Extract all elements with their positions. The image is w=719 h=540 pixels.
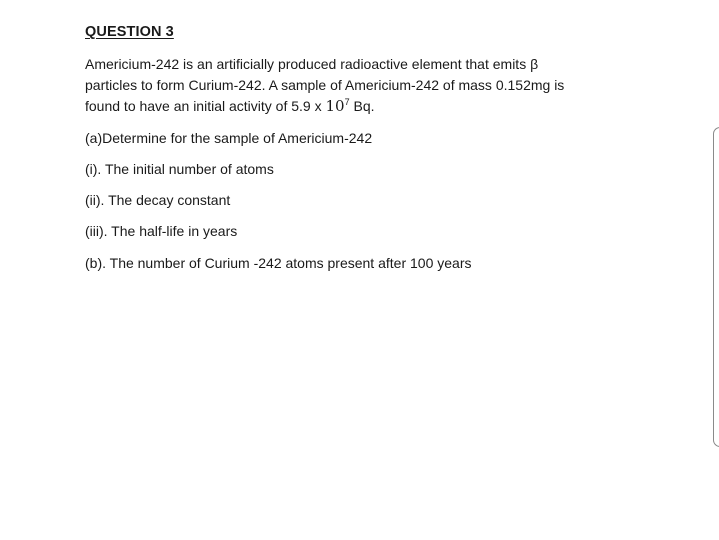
sub-question-ii: (ii). The decay constant: [85, 192, 231, 208]
intro-line-3: [85, 96, 625, 117]
side-panel-edge: [713, 127, 719, 447]
intro-line-1: Americium-242 is an artificially produced radioactive element that emits β: [85, 56, 539, 72]
intro-line-3-suffix: Bq.: [349, 98, 375, 114]
question-heading: QUESTION 3: [85, 24, 174, 40]
intro-line-3-prefix: found to have an initial activity of 5.9 x: [85, 98, 326, 114]
part-a: (a)Determine for the sample of Americium-242: [85, 130, 373, 146]
part-b: (b). The number of Curium -242 atoms present after 100 years: [85, 255, 472, 271]
sub-question-i: (i). The initial number of atoms: [85, 161, 274, 177]
sub-question-iii: (iii). The half-life in years: [85, 223, 238, 239]
power-base: 10: [325, 97, 345, 115]
intro-line-2: particles to form Curium-242. A sample of Americium-242 of mass 0.152mg is: [85, 77, 565, 93]
question-intro: [85, 54, 625, 117]
power-exponent: 7: [344, 97, 350, 107]
